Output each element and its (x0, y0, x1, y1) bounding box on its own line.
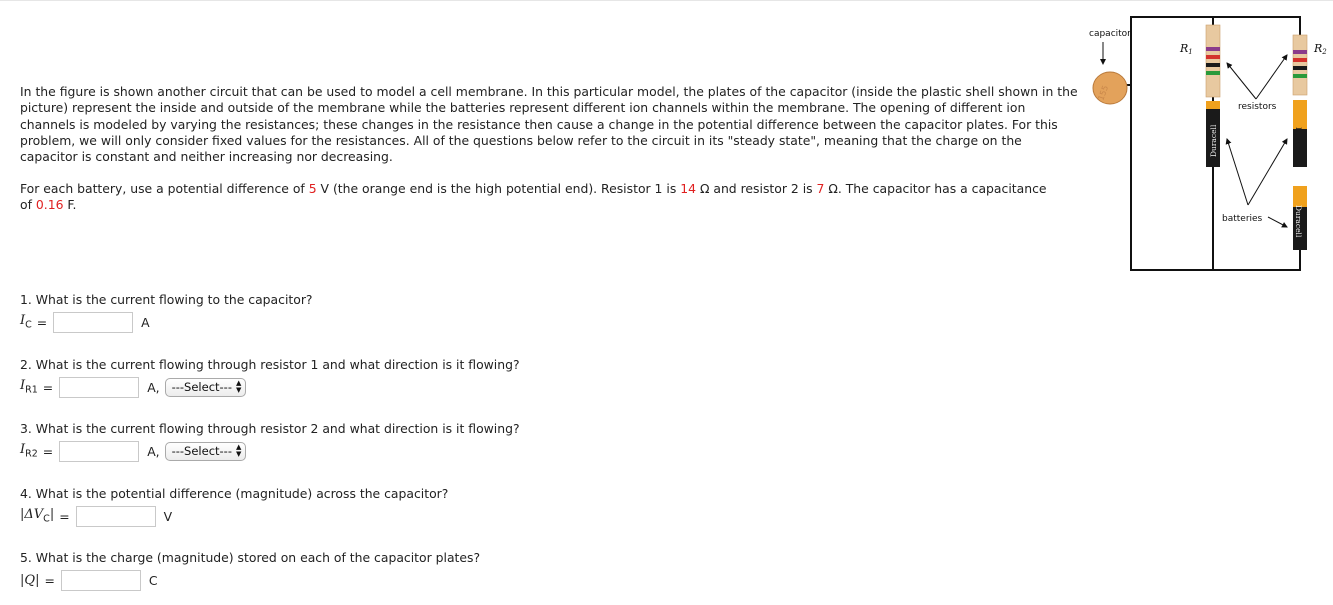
battery-1-brand: Duracell (1209, 124, 1218, 157)
answer-row-5 (20, 569, 480, 591)
ic-label (20, 313, 32, 331)
ir2-sub: R2 (25, 448, 38, 460)
resistors-arrow-left (1227, 63, 1256, 99)
battery-2-brand: Duracell (1294, 127, 1303, 160)
q-var: Q (24, 572, 36, 588)
ir2-select-value: ---Select--- (171, 444, 232, 458)
ir1-input[interactable] (59, 377, 139, 398)
question-2-text: 2. What is the current flowing through resistor 1 and what direction is it flowing? (20, 357, 520, 372)
batteries-arrow-up-right (1248, 139, 1287, 205)
given-text: Ω. The capacitor has a capacitance of (20, 181, 1047, 213)
battery-3 (1293, 186, 1307, 250)
top-divider (0, 0, 1333, 1)
question-3 (20, 421, 520, 462)
r1-label-sub: 1 (1188, 48, 1193, 56)
r2-label (1313, 42, 1327, 56)
given-values-paragraph (20, 181, 1060, 214)
resistors-label: resistors (1238, 102, 1277, 112)
circuit-figure (1080, 5, 1330, 290)
ir1-sub: R1 (25, 384, 38, 396)
circuit-wires (1110, 17, 1300, 270)
ir2-var: I (20, 442, 26, 458)
given-text: V (the orange end is the high potential end). Resistor 1 is (316, 181, 681, 196)
q-unit: C (148, 572, 158, 588)
battery-1 (1206, 101, 1220, 167)
capacitance-value: 0.16 (35, 197, 64, 213)
question-5-text: 5. What is the charge (magnitude) stored on each of the capacitor plates? (20, 550, 481, 565)
q-label (20, 573, 39, 588)
ic-input[interactable] (53, 312, 133, 333)
batteries-arrow-left (1227, 139, 1248, 205)
equals-sign: = (44, 572, 55, 588)
capacitor (1093, 72, 1127, 104)
battery-voltage-value: 5 (308, 181, 317, 196)
equals-sign: = (42, 443, 54, 459)
answer-row-2 (20, 376, 520, 398)
question-3-text: 3. What is the current flowing through resistor 2 and what direction is it flowing? (20, 421, 520, 436)
dvc-label (20, 507, 54, 525)
ir1-select-value: ---Select--- (171, 380, 232, 394)
equals-sign: = (59, 508, 70, 524)
ic-var: I (20, 313, 26, 329)
r1-label-text: R (1180, 42, 1189, 55)
ir1-var: I (20, 378, 26, 394)
q-post: | (35, 572, 40, 588)
answer-row-4 (20, 505, 448, 527)
question-5 (20, 550, 480, 591)
ir1-unit: A, (147, 379, 160, 395)
given-text: Ω and resistor 2 is (696, 181, 817, 196)
q-input[interactable] (61, 570, 141, 591)
resistors-arrow-right (1256, 55, 1287, 99)
ir1-label (20, 378, 38, 396)
question-1 (20, 292, 313, 333)
updown-arrows-icon: ▲ ▼ (235, 443, 242, 458)
batteries-label: batteries (1222, 214, 1263, 224)
answer-row-1 (20, 311, 313, 333)
equals-sign: = (42, 379, 54, 395)
resistor-1 (1206, 25, 1220, 97)
given-text: F. (63, 197, 77, 213)
dvc-unit: V (163, 508, 173, 524)
capacitor-label: capacitor (1089, 29, 1131, 39)
equals-sign: = (36, 314, 48, 330)
r2-label-sub: 2 (1322, 48, 1327, 56)
resistor-2 (1293, 35, 1307, 95)
battery-3-brand: Duracell (1294, 205, 1303, 238)
dvc-input[interactable] (76, 506, 156, 527)
capacitor-marking: 155 (1096, 84, 1111, 102)
ic-unit: A (141, 314, 150, 330)
resistor1-value: 14 (680, 181, 696, 196)
intro-paragraph: In the figure is shown another circuit that can be used to model a cell membrane. In this particular model, the plates of the capacitor (inside the plastic shell shown in the picture) represent the inside and outside of the membrane while the batteries represent different ion channels within the membrane. The opening of different ion channels is modeled by varying the resistances; these changes in the resistance then cause a change in the potential difference between the capacitor plates. For this problem, we will only consider fixed values for the resistances. All of the questions below refer to the circuit in its "steady state", meaning that the charge on the capacitor is constant and neither increasing nor decreasing. (20, 84, 1078, 165)
q-pre: | (20, 572, 25, 588)
dvc-var: V (33, 507, 44, 523)
dvc-post: | (49, 507, 55, 523)
question-4-text: 4. What is the potential difference (magnitude) across the capacitor? (20, 486, 449, 501)
r2-label-text: R (1314, 42, 1323, 55)
dvc-sub: C (43, 513, 50, 525)
batteries-arrow-right (1268, 217, 1287, 227)
ir2-unit: A, (147, 443, 160, 459)
given-text: For each battery, use a potential difference of (20, 181, 309, 196)
resistor2-value: 7 (816, 181, 825, 196)
battery-2 (1293, 100, 1307, 167)
ir1-direction-select[interactable] (165, 378, 247, 397)
updown-arrows-icon: ▲ ▼ (235, 379, 242, 394)
dvc-pre: |Δ (20, 507, 34, 523)
question-4 (20, 486, 448, 527)
ic-sub: C (25, 319, 32, 331)
r1-label (1179, 42, 1193, 56)
ir2-input[interactable] (59, 441, 139, 462)
answer-row-3 (20, 440, 520, 462)
ir2-direction-select[interactable] (165, 442, 247, 461)
ir2-label (20, 442, 38, 460)
question-2 (20, 357, 520, 398)
question-1-text: 1. What is the current flowing to the capacitor? (20, 292, 313, 307)
